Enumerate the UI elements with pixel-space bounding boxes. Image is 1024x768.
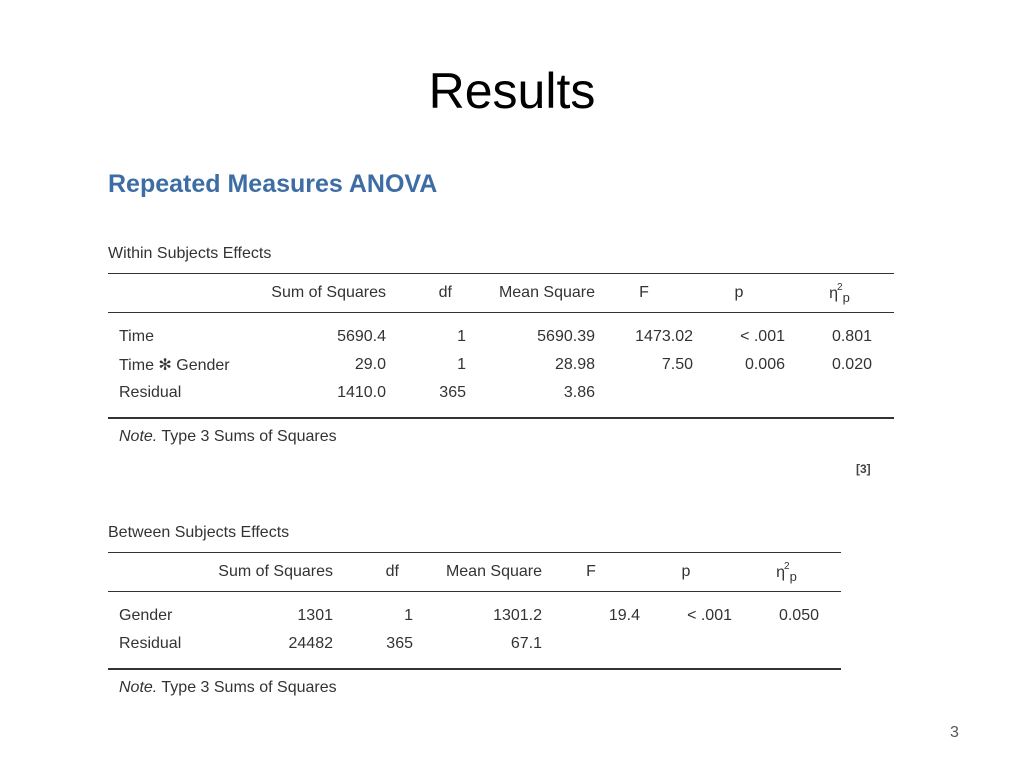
p-header: p	[734, 284, 744, 301]
ss-cell: 1301	[297, 607, 333, 624]
ms-cell: 67.1	[510, 635, 542, 652]
page-number: 3	[950, 724, 959, 741]
term-header	[108, 274, 263, 313]
anova-heading: Repeated Measures ANOVA	[108, 170, 438, 198]
f-cell	[595, 379, 693, 418]
sum-of-squares-header: Sum of Squares	[271, 284, 386, 301]
term-cell: Residual	[119, 384, 182, 401]
table-row	[108, 592, 841, 631]
term-cell: Time	[119, 328, 154, 345]
ms-cell: 3.86	[563, 384, 595, 401]
table-row	[108, 351, 894, 379]
eta-cell	[732, 630, 841, 669]
table-row	[108, 379, 894, 418]
within-table-note	[119, 428, 337, 446]
table-header-row	[108, 553, 841, 592]
p-cell	[693, 379, 785, 418]
partial-eta-squared-header: $\eta^2_p$	[829, 281, 850, 305]
note-label: Note.	[119, 679, 158, 696]
df-cell: 365	[386, 635, 413, 652]
ss-cell: 1410.0	[337, 384, 386, 401]
eta-cell	[785, 379, 894, 418]
f-header: F	[586, 563, 596, 580]
term-cell: Residual	[119, 635, 182, 652]
mean-square-header: Mean Square	[498, 284, 595, 301]
term-header	[108, 553, 210, 592]
ms-cell: 1301.2	[493, 607, 542, 624]
eta-cell: 0.020	[831, 356, 872, 373]
df-cell: 1	[404, 607, 413, 624]
df-cell: 365	[439, 384, 466, 401]
ss-cell: 5690.4	[337, 328, 386, 345]
note-text: Type 3 Sums of Squares	[157, 428, 337, 445]
f-cell: 7.50	[661, 356, 693, 373]
f-cell: 19.4	[608, 607, 640, 624]
f-cell	[542, 630, 640, 669]
term-cell: Time ✻ Gender	[119, 357, 230, 374]
term-cell: Gender	[119, 607, 173, 624]
df-cell: 1	[457, 356, 466, 373]
note-text: Type 3 Sums of Squares	[157, 679, 337, 696]
df-header: df	[385, 563, 399, 580]
p-cell: < .001	[687, 607, 732, 624]
ss-cell: 29.0	[354, 356, 386, 373]
df-header: df	[438, 284, 452, 301]
sum-of-squares-header: Sum of Squares	[218, 563, 333, 580]
table-row	[108, 630, 841, 669]
eta-cell: 0.801	[831, 328, 872, 345]
within-subjects-table	[108, 273, 894, 419]
within-subjects-label: Within Subjects Effects	[108, 245, 272, 262]
ms-cell: 28.98	[554, 356, 595, 373]
partial-eta-squared-header: $\eta^2_p$	[776, 560, 797, 584]
between-table-note	[119, 679, 337, 697]
p-cell: 0.006	[744, 356, 785, 373]
between-subjects-label: Between Subjects Effects	[108, 524, 290, 541]
mean-square-header: Mean Square	[445, 563, 542, 580]
df-cell: 1	[457, 328, 466, 345]
table-row	[108, 313, 894, 352]
table-header-row	[108, 274, 894, 313]
ms-cell: 5690.39	[537, 328, 595, 345]
p-cell: < .001	[740, 328, 785, 345]
note-label: Note.	[119, 428, 158, 445]
between-subjects-table	[108, 552, 841, 670]
p-header: p	[681, 563, 691, 580]
f-header: F	[639, 284, 649, 301]
reference-tag: [3]	[856, 462, 871, 476]
slide-title: Results	[428, 63, 596, 119]
ss-cell: 24482	[288, 635, 333, 652]
f-cell: 1473.02	[635, 328, 693, 345]
eta-cell: 0.050	[778, 607, 819, 624]
p-cell	[640, 630, 732, 669]
